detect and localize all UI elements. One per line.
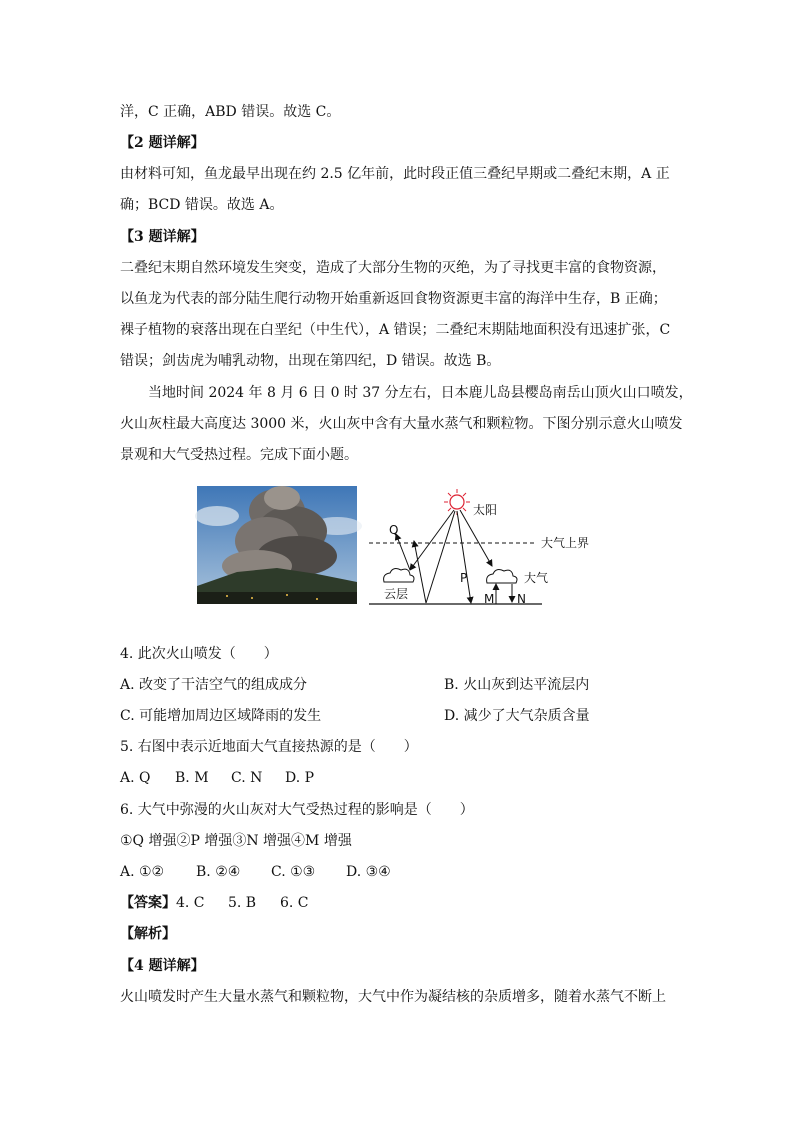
label-N: N: [517, 592, 526, 606]
text-line: 二叠纪末期自然环境发生突变，造成了大部分生物的灭绝，为了寻找更丰富的食物资源，: [120, 260, 666, 276]
ray-Q: [396, 534, 410, 570]
text-line: 以鱼龙为代表的部分陆生爬行动物开始重新返回食物资源更丰富的海洋中生存，B 正确；: [120, 291, 667, 307]
cloud-label: 云层: [384, 587, 409, 601]
option-6B: B. ②④: [196, 864, 241, 880]
atmosphere-top-label: 大气上界: [541, 536, 590, 550]
text-line: 当地时间 2024 年 8 月 6 日 0 时 37 分左右，日本鹿儿岛县樱岛南岳山顶火山口喷发，: [148, 385, 693, 401]
option-6D: D. ③④: [346, 864, 391, 880]
label-Q: Q: [389, 523, 399, 537]
option-5B: B. M: [175, 770, 209, 786]
ray-to-ground: [426, 511, 455, 603]
section-heading: 【2 题详解】: [120, 135, 205, 151]
analysis-heading: 【解析】: [120, 926, 176, 942]
answer-label: 【答案】: [120, 895, 176, 911]
option-5D: D. P: [285, 770, 315, 786]
option-6A: A. ①②: [120, 864, 165, 880]
sun-label: 太阳: [473, 503, 498, 517]
atmosphere-label: 大气: [524, 571, 549, 585]
section-heading: 【3 题详解】: [120, 229, 205, 245]
atmosphere-heating-diagram: [364, 486, 590, 608]
question-5: 5. 右图中表示近地面大气直接热源的是（ ）: [120, 739, 418, 755]
option-4C: C. 可能增加周边区域降雨的发生: [120, 708, 322, 724]
ray-to-atmosphere: [460, 510, 492, 566]
question-6: 6. 大气中弥漫的火山灰对大气受热过程的影响是（ ）: [120, 802, 474, 818]
answer-4: 4. C: [176, 895, 205, 911]
option-5A: A. Q: [120, 770, 151, 786]
answer-6: 6. C: [280, 895, 309, 911]
section-heading: 【4 题详解】: [120, 958, 205, 974]
text-line: 火山喷发时产生大量水蒸气和颗粒物，大气中作为凝结核的杂质增多，随着水蒸气不断上: [120, 989, 666, 1005]
option-4B: B. 火山灰到达平流层内: [444, 677, 590, 693]
option-4D: D. 减少了大气杂质含量: [444, 708, 590, 724]
text-line: 确；BCD 错误。故选 A。: [120, 197, 284, 213]
option-6C: C. ①③: [271, 864, 316, 880]
text-line: 错误；剑齿虎为哺乳动物，出现在第四纪，D 错误。故选 B。: [120, 353, 501, 369]
text-line: 景观和大气受热过程。完成下面小题。: [120, 447, 358, 463]
label-M: M: [484, 592, 495, 606]
option-4A: A. 改变了干洁空气的组成成分: [120, 677, 308, 693]
text-line: 裸子植物的衰落出现在白垩纪（中生代），A 错误；二叠纪末期陆地面积没有迅速扩张，C: [120, 322, 671, 338]
text-line: 洋，C 正确，ABD 错误。故选 C。: [120, 104, 341, 120]
text-line: 火山灰柱最大高度达 3000 米，火山灰中含有大量水蒸气和颗粒物。下图分别示意火山喷发: [120, 416, 683, 432]
question-4: 4. 此次火山喷发（ ）: [120, 646, 278, 662]
cloud-icon: [384, 569, 517, 583]
text-line: 由材料可知，鱼龙最早出现在约 2.5 亿年前，此时段正值三叠纪早期或二叠纪末期，A 正: [120, 166, 670, 182]
volcano-photo: [197, 486, 357, 604]
option-5C: C. N: [231, 770, 263, 786]
ray-to-cloud: [410, 510, 454, 570]
answer-5: 5. B: [228, 895, 257, 911]
label-P: P: [460, 571, 468, 585]
question-6-stem: ①Q 增强②P 增强③N 增强④M 增强: [120, 833, 352, 849]
